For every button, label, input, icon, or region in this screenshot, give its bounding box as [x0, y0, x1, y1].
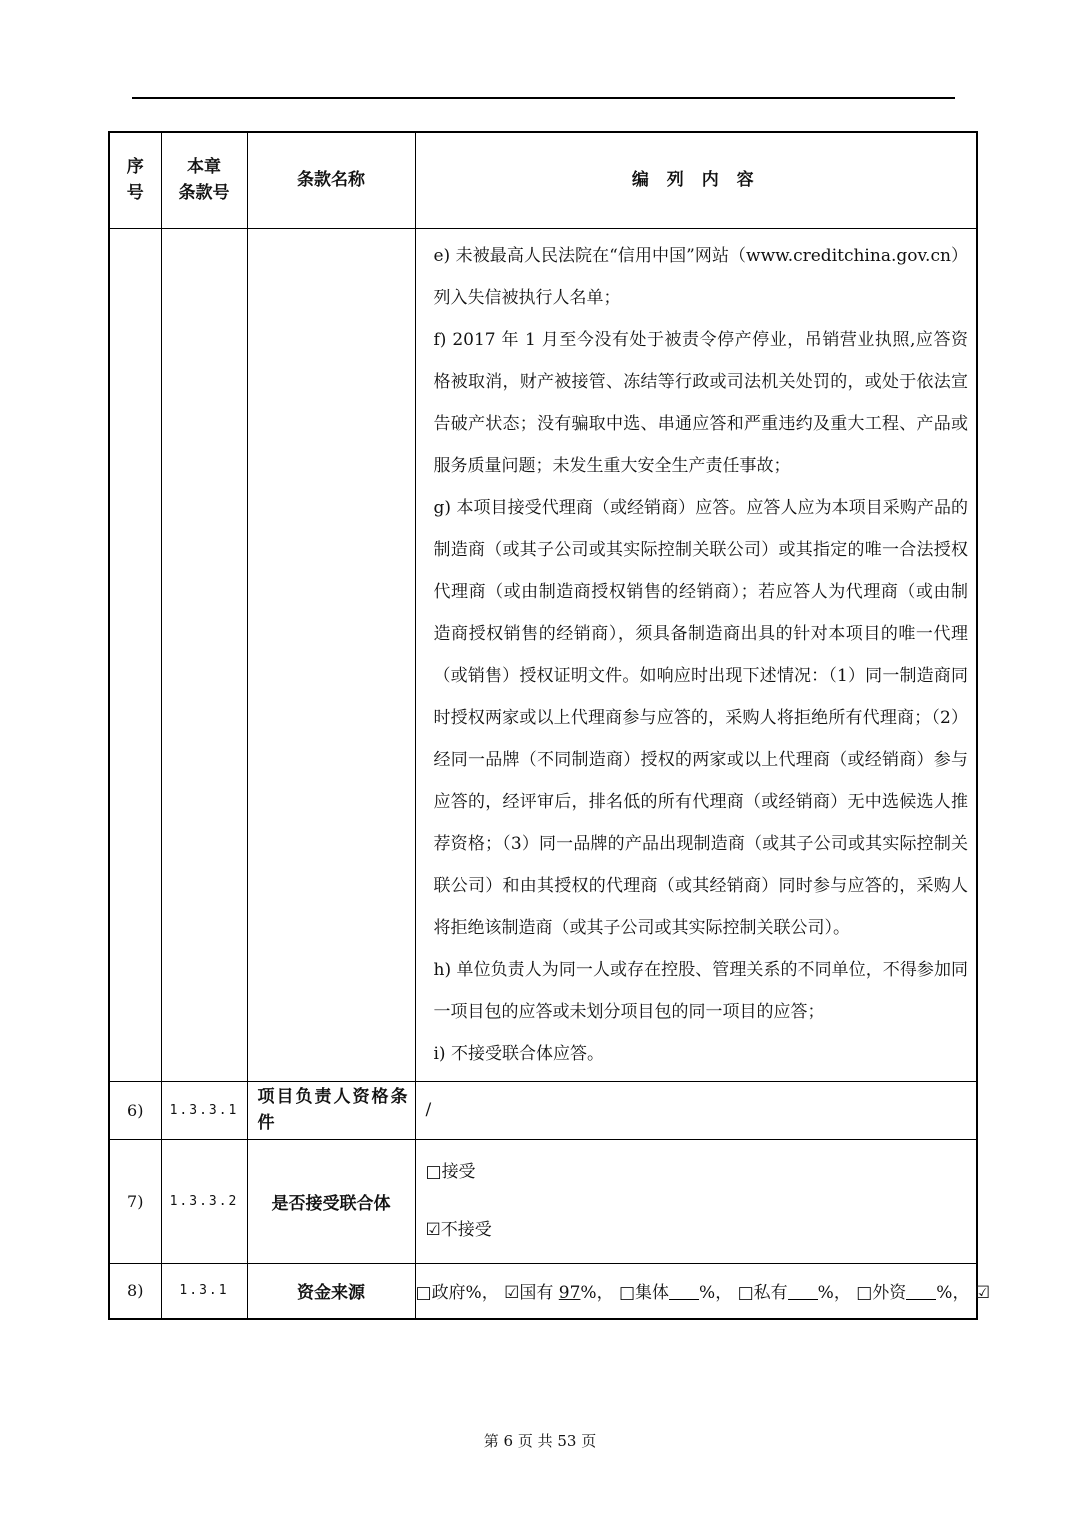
- checkbox-unchecked-icon: □: [415, 1283, 432, 1304]
- empty-cell: [247, 228, 415, 1081]
- col-header-clause-2: 条款号: [178, 183, 230, 204]
- checkbox-checked-icon: ☑: [504, 1283, 520, 1304]
- fund-foreign-blank: [906, 1283, 936, 1300]
- col-header-seq: [109, 132, 161, 228]
- col-header-content: 编 列 内 容: [415, 132, 977, 228]
- para-h: h) 单位负责人为同一人或存在控股、管理关系的不同单位，不得参加同一项目包的应答或未划分项目包的同一项目的应答；: [433, 959, 968, 1022]
- fund-state-suffix: %，: [580, 1283, 614, 1304]
- fund-coll-label: 集体: [635, 1283, 670, 1304]
- col-header-clause: [161, 132, 247, 228]
- table-row: [109, 1263, 977, 1319]
- fund-foreign-suffix: %，: [936, 1283, 970, 1304]
- funding-source-content: [415, 1263, 991, 1319]
- empty-cell: [161, 228, 247, 1081]
- continuation-content: [415, 228, 977, 1081]
- table-row: [109, 228, 977, 1081]
- row-name: 项目负责人资格条件: [247, 1081, 415, 1139]
- option-label: 接受: [441, 1162, 476, 1182]
- checkbox-checked-icon: ☑: [425, 1220, 441, 1240]
- row-clause: 1.3.3.2: [161, 1139, 247, 1263]
- fund-priv-suffix: %，: [817, 1283, 851, 1304]
- row-seq: 6): [109, 1081, 161, 1139]
- fund-priv-blank: [788, 1283, 818, 1300]
- option-accept: [426, 1143, 977, 1201]
- fund-gov-label: 政府%，: [431, 1283, 499, 1304]
- row-content: /: [415, 1081, 977, 1139]
- table-header-row: [109, 132, 977, 228]
- col-header-seq-2: 号: [126, 183, 144, 204]
- para-i: i) 不接受联合体应答。: [433, 1043, 604, 1064]
- checkbox-checked-icon: ☑: [974, 1283, 991, 1304]
- para-e: e) 未被最高人民法院在“信用中国”网站（www.creditchina.gov.cn）列入失信被执行人名单；: [433, 245, 968, 308]
- row-seq: 7): [109, 1139, 161, 1263]
- fund-priv-label: 私有: [753, 1283, 788, 1304]
- empty-cell: [109, 228, 161, 1081]
- fund-coll-suffix: %，: [699, 1283, 733, 1304]
- para-g: g) 本项目接受代理商（或经销商）应答。应答人应为本项目采购产品的制造商（或其子公司或其实际控制关联公司）或其指定的唯一合法授权代理商（或由制造商授权销售的经销商）；若应答人为代理商（或由制造商授权销售的经销商），须具备制造商出具的针对本项目的唯一代理（或销售）授权证明文件。如响应时出现下述情况：（1）同一制造商同时授权两家或以上代理商参与应答的，采购人将拒绝所有代理商；（2）经同一品牌（不同制造商）授权的两家或以上代理商（或经销商）参与应答的，经评审后，排名低的所有代理商（或经销商）无中选候选人推荐资格；（3）同一品牌的产品出现制造商（或其子公司或其实际控制关联公司）和由其授权的代理商（或其经销商）同时参与应答的，采购人将拒绝该制造商（或其子公司或其实际控制关联公司）。: [433, 497, 968, 938]
- fund-state-label: 国有: [519, 1283, 554, 1304]
- row-name: 是否接受联合体: [247, 1139, 415, 1263]
- row-seq: 8): [109, 1263, 161, 1319]
- header-rule: [132, 97, 955, 99]
- clause-table: [108, 131, 991, 1320]
- checkbox-unchecked-icon: □: [856, 1283, 873, 1304]
- col-header-seq-1: 序: [126, 157, 144, 178]
- row-clause: 1.3.3.1: [161, 1081, 247, 1139]
- option-label: 不接受: [440, 1220, 492, 1240]
- row-content: [415, 1139, 977, 1263]
- checkbox-unchecked-icon: □: [425, 1162, 442, 1182]
- checkbox-unchecked-icon: □: [737, 1283, 754, 1304]
- fund-state-percent: 97: [558, 1283, 581, 1304]
- checkbox-unchecked-icon: □: [618, 1283, 636, 1304]
- row-clause: 1.3.1: [161, 1263, 247, 1319]
- row-name: 资金来源: [247, 1263, 415, 1319]
- table-row: [109, 1139, 977, 1263]
- col-header-clause-1: 本章: [187, 157, 221, 178]
- fund-coll-blank: [669, 1283, 699, 1300]
- col-header-name: 条款名称: [247, 132, 415, 228]
- option-reject: [426, 1201, 977, 1259]
- table-row: [109, 1081, 977, 1139]
- page-footer: 第 6 页 共 53 页: [483, 1432, 597, 1450]
- fund-foreign-label: 外资: [872, 1283, 907, 1304]
- para-f: f) 2017 年 1 月至今没有处于被责令停产停业，吊销营业执照,应答资格被取消，财产被接管、冻结等行政或司法机关处罚的，或处于依法宣告破产状态；没有骗取中选、串通应答和严重违约及重大工程、产品或服务质量问题；未发生重大安全生产责任事故；: [433, 329, 968, 476]
